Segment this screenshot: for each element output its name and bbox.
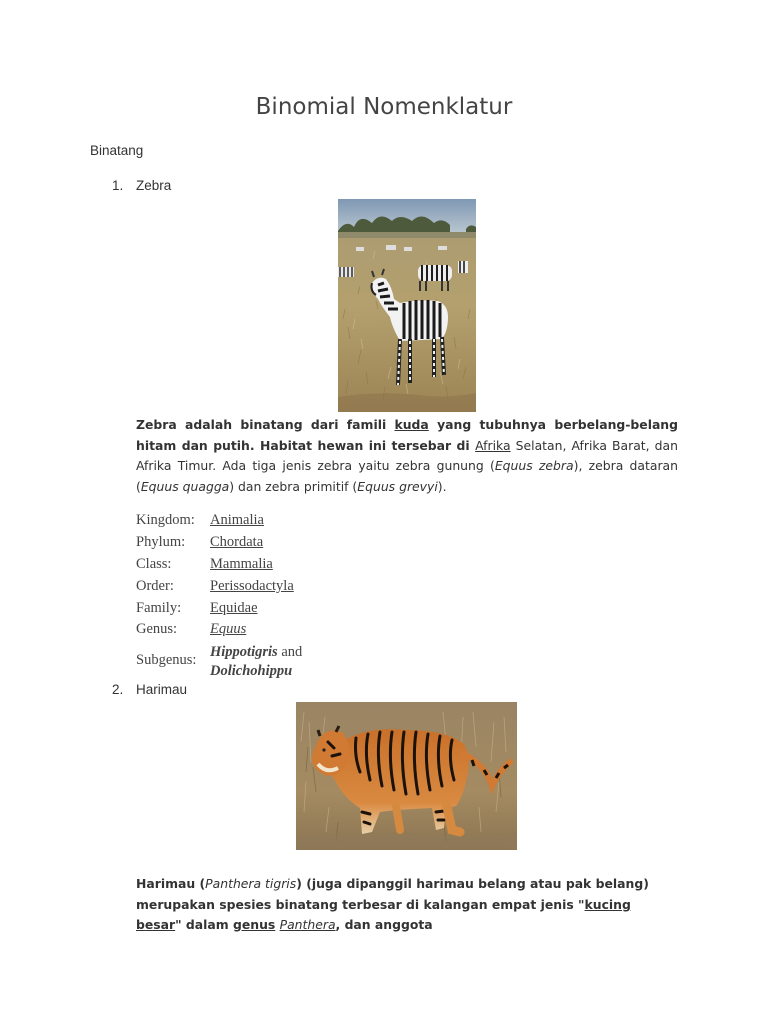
harimau-text: ) merupakan spesies binatang terbesar di kalangan empat jenis "	[136, 876, 649, 912]
harimau-text: " dalam	[175, 917, 233, 932]
zebra-text: Selatan, Afrika Barat, dan Afrika Timur. Ada tiga jenis zebra yaitu zebra gunung (	[136, 437, 678, 473]
tiger-photo	[296, 702, 517, 850]
harimau-text: (	[195, 876, 206, 891]
zebra-description	[136, 415, 678, 497]
taxonomy-link-kingdom[interactable]: Animalia	[210, 512, 264, 529]
section-heading: Binatang	[90, 143, 144, 158]
taxonomy-label: Class:	[136, 555, 172, 572]
table-row	[136, 619, 302, 641]
taxonomy-label: Genus:	[136, 621, 178, 638]
subgenus-name: Hippotigris	[210, 643, 278, 660]
zebra-text: yang tubuhnya berbelang-belang hitam dan putih. Habitat hewan ini tersebar di	[136, 417, 678, 453]
table-row	[136, 532, 302, 554]
link-kuda[interactable]: kuda	[394, 417, 429, 432]
zebra-text: ), zebra dataran (	[136, 458, 678, 494]
list-item-harimau: Harimau	[136, 682, 188, 697]
page-title: Binomial Nomenklatur	[255, 94, 513, 120]
taxonomy-link-phylum[interactable]: Chordata	[210, 534, 264, 551]
harimau-text: , dan anggota	[335, 917, 433, 932]
taxonomy-label: Order:	[136, 577, 174, 594]
harimau-species: Panthera tigris	[205, 876, 297, 891]
taxonomy-link-class[interactable]: Mammalia	[210, 555, 273, 572]
table-row	[136, 554, 302, 576]
harimau-text: atau	[525, 876, 566, 891]
taxonomy-table	[136, 510, 302, 681]
zebra-species: Equus quagga	[140, 478, 230, 494]
list-number-2: 2.	[112, 682, 124, 697]
harimau-description	[136, 874, 678, 936]
taxonomy-label: Phylum:	[136, 534, 186, 551]
taxonomy-link-genus[interactable]: Equus	[210, 621, 247, 638]
zebra-text: Zebra adalah binatang dari famili	[136, 417, 395, 432]
table-row	[136, 510, 302, 532]
taxonomy-label: Subgenus:	[136, 652, 197, 669]
taxonomy-link-family[interactable]: Equidae	[210, 599, 258, 616]
zebra-text: ) dan zebra primitif (	[229, 478, 358, 494]
list-item-zebra: Zebra	[136, 178, 172, 193]
zebra-text: ).	[437, 478, 447, 494]
link-genus[interactable]: genus	[232, 917, 276, 932]
zebra-species: Equus zebra	[494, 458, 574, 473]
link-afrika[interactable]: Afrika	[475, 437, 511, 453]
link-panthera[interactable]: Panthera	[279, 917, 336, 932]
table-row	[136, 641, 302, 681]
zebra-photo	[338, 199, 476, 412]
taxonomy-link-order[interactable]: Perissodactyla	[210, 577, 294, 594]
harimau-text: harimau belang	[416, 876, 526, 891]
subgenus-and: and	[277, 643, 303, 660]
subgenus-name: Dolichohippu	[210, 662, 293, 679]
taxonomy-label: Family:	[136, 599, 182, 616]
list-number-1: 1.	[112, 178, 124, 193]
harimau-text: pak belang	[565, 876, 644, 891]
zebra-species: Equus grevyi	[357, 478, 438, 494]
taxonomy-label: Kingdom:	[136, 512, 195, 529]
harimau-text: Harimau	[136, 876, 196, 891]
table-row	[136, 575, 302, 597]
table-row	[136, 597, 302, 619]
link-kucing-besar[interactable]: kucing besar	[136, 896, 631, 932]
harimau-text: ) (juga dipanggil	[296, 876, 417, 891]
